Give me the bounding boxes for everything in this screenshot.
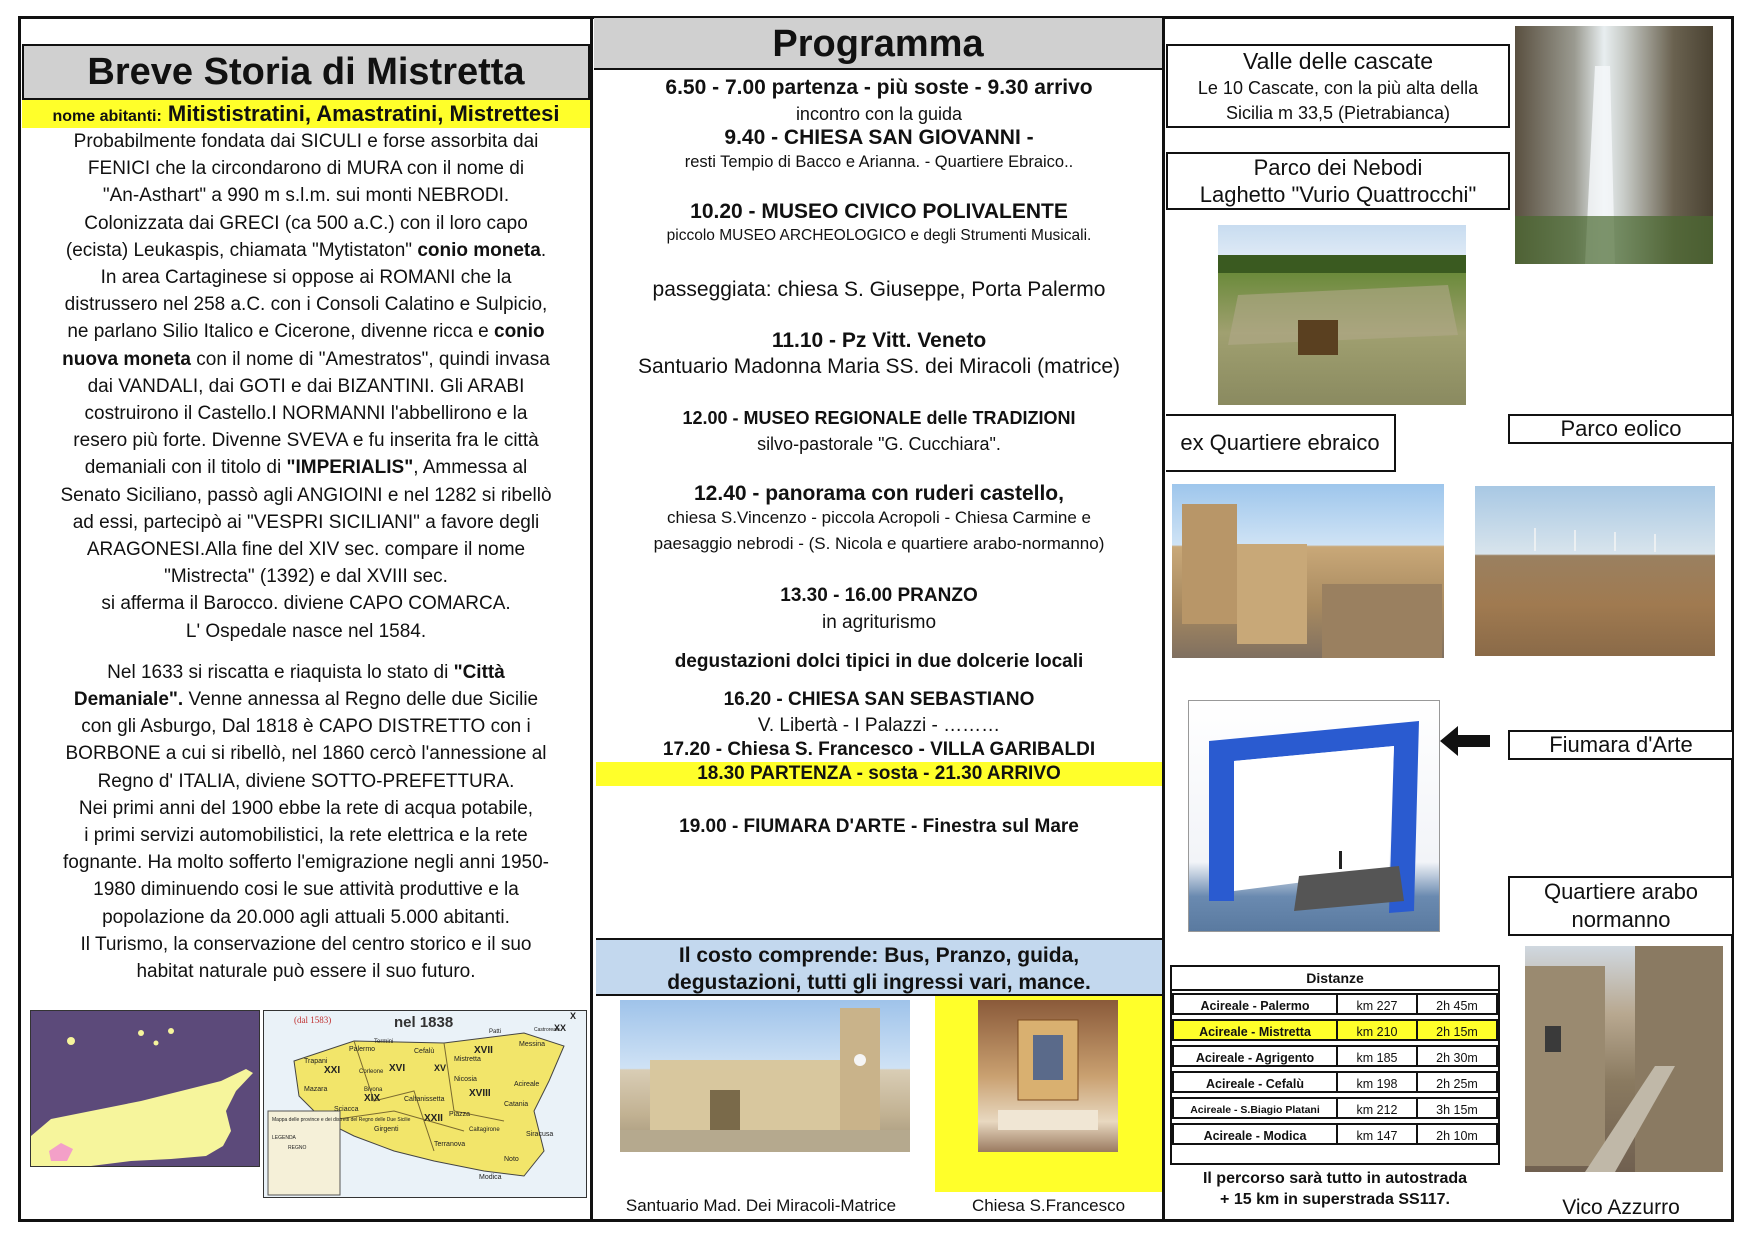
distance-row <box>1172 1043 1498 1069</box>
map-numeral: XV <box>434 1063 447 1073</box>
ebraico-label: ex Quartiere ebraico <box>1166 414 1396 472</box>
program-item: 12.00 - MUSEO REGIONALE delle TRADIZIONI <box>682 408 1076 428</box>
map-place-caltanissetta: Caltanissetta <box>404 1096 445 1103</box>
arrow-shape <box>1440 726 1490 756</box>
paragraph-gap <box>22 645 590 659</box>
distance-route: Acireale - Agrigento <box>1172 1045 1338 1067</box>
program-item: incontro con la guida <box>795 104 963 124</box>
history-line: si afferma il Barocco. diviene CAPO COMARCA. <box>101 593 511 615</box>
laghetto-svg <box>1218 225 1466 405</box>
history-line: fognante. Ha molto sofferto l'emigrazione negli anni 1950- <box>63 852 549 874</box>
history-line: "An-Asthart" a 990 m s.l.m. sui monti NEBRODI. <box>102 185 510 207</box>
arabo-line-2: normanno <box>1571 907 1671 932</box>
window <box>1545 1026 1561 1052</box>
human-figure <box>1339 851 1342 869</box>
map-numeral: X <box>570 1011 577 1021</box>
program-item: 6.50 - 7.00 partenza - più soste - 9.30 arrivo <box>665 76 1093 99</box>
history-line: ad essi, partecipò ai "VESPRI SICILIANI" a favore degli <box>72 511 540 533</box>
route-note-1: Il percorso sarà tutto in autostrada <box>1202 1170 1468 1187</box>
stone-house <box>1635 946 1723 1172</box>
map-place-terranova: Terranova <box>434 1141 466 1148</box>
history-line: resero più forte. Divenne SVEVA e fu inserita fra le città <box>73 430 539 452</box>
distance-row <box>1172 1095 1498 1121</box>
vegetation <box>1515 216 1713 264</box>
old-building <box>1237 544 1307 644</box>
history-line: FENICI che la circondarono di MURA con il nome di <box>87 158 525 180</box>
history-line: demaniali con il titolo di "IMPERIALIS", Ammessa al <box>84 457 528 479</box>
history-line: Senato Siciliano, passò agli ANGIOINI e nel 1282 si ribellò <box>60 484 552 506</box>
map-place-messina: Messina <box>519 1041 546 1048</box>
history-line: Il Turismo, la conservazione del centro storico e il suo <box>80 933 532 955</box>
laghetto-photo <box>1218 225 1466 405</box>
program-item: Santuario Madonna Maria SS. dei Miracoli (matrice) <box>637 355 1121 378</box>
distance-route: Acireale - Cefalù <box>1172 1071 1338 1093</box>
map-numeral: XVIII <box>469 1088 491 1099</box>
map-place-nicosia: Nicosia <box>454 1076 477 1083</box>
chiesa-francesco-photo <box>978 1000 1118 1152</box>
cost-line-1: Il costo comprende: Bus, Pranzo, guida, <box>678 944 1080 967</box>
map-1838-svg <box>264 1011 586 1197</box>
distance-route: Acireale - Modica <box>1172 1123 1338 1145</box>
cascate-box <box>1166 44 1510 128</box>
map-numeral: XIX <box>364 1093 381 1104</box>
route-note <box>1166 1168 1504 1210</box>
distance-row <box>1172 991 1498 1017</box>
history-line: habitat naturale può essere il suo futuro. <box>136 961 476 983</box>
map-place-siracusa: Siracusa <box>526 1131 554 1138</box>
vico-azzurro-svg <box>1525 946 1723 1172</box>
tower-clock <box>854 1054 866 1066</box>
program-item: V. Libertà - I Palazzi - ……… <box>757 715 1001 736</box>
program-item: 9.40 - CHIESA SAN GIOVANNI - <box>724 126 1034 149</box>
distance-km: km 198 <box>1338 1071 1418 1093</box>
history-line: ARAGONESI.Alla fine del XIV sec. compare il nome <box>86 539 526 561</box>
inhabitants-label: nome abitanti: <box>52 108 162 125</box>
history-line: Probabilmente fondata dai SICULI e forse assorbita dai <box>73 131 539 152</box>
distance-rows <box>1172 991 1498 1147</box>
map-place-castroreale: Castroreale <box>534 1027 560 1033</box>
map-place-catania: Catania <box>504 1101 529 1108</box>
parco-eolico-photo <box>1475 486 1715 656</box>
map-numeral: XVII <box>474 1045 493 1056</box>
map-place-palermo: Palermo <box>349 1046 376 1053</box>
dry-lake <box>1228 285 1458 345</box>
map-place-acireale: Acireale <box>514 1081 540 1088</box>
history-line: (ecista) Leukaspis, chiamata "Mytistaton" conio moneta. <box>65 239 547 261</box>
sicily-locator-map <box>30 1010 260 1167</box>
wooden-hut <box>1298 320 1338 355</box>
map-1838 <box>263 1010 587 1198</box>
chiesa-francesco-svg <box>978 1000 1118 1152</box>
sicily-locator-svg <box>31 1011 259 1166</box>
history-line: nuova moneta con il nome di "Amestratos", quindi invasa <box>62 348 550 370</box>
history-line: dai VANDALI, dai GOTI e dai BIZANTINI. Gli ARABI <box>87 375 525 397</box>
column-divider-left <box>590 16 593 1222</box>
distance-time: 2h 30m <box>1418 1045 1498 1067</box>
map-place-piazza: Piazza <box>449 1111 471 1118</box>
altar-painting <box>1033 1035 1063 1080</box>
distance-route: Acireale - Palermo <box>1172 993 1338 1015</box>
rooftops <box>1322 584 1442 658</box>
caption-chiesa: Chiesa S.Francesco <box>971 1196 1126 1215</box>
piazza <box>620 1130 910 1152</box>
arrow-left-icon <box>1440 726 1490 756</box>
program-item: degustazioni dolci tipici in due dolcerie locali <box>674 651 1084 672</box>
distance-km: km 227 <box>1338 993 1418 1015</box>
island-dot <box>154 1041 159 1046</box>
caption-vico: Vico Azzurro <box>1562 1196 1680 1219</box>
history-line: Regno d' ITALIA, diviene SOTTO-PREFETTURA. <box>97 770 515 792</box>
program-item: passeggiata: chiesa S. Giuseppe, Porta Palermo <box>652 278 1106 301</box>
distance-table <box>1170 965 1500 1165</box>
history-line: L' Ospedale nasce nel 1584. <box>185 620 427 642</box>
map-place-modica: Modica <box>479 1174 502 1181</box>
program-item: piccolo MUSEO ARCHEOLOGICO e degli Strumenti Musicali. <box>666 227 1092 244</box>
distance-time: 2h 15m <box>1418 1019 1498 1041</box>
nebrodi-line-1: Parco dei Nebodi <box>1253 155 1423 180</box>
program-item: 12.40 - panorama con ruderi castello, <box>694 482 1064 505</box>
distance-km: km 210 <box>1338 1019 1418 1041</box>
history-line: costruirono il Castello.I NORMANNI l'abbellirono e la <box>84 403 528 425</box>
cost-box <box>596 938 1162 996</box>
program-item: paesaggio nebrodi - (S. Nicola e quartiere arabo-normanno) <box>653 534 1105 553</box>
map-place-caltagirone: Caltagirone <box>469 1127 500 1133</box>
program-item: resti Tempio di Bacco e Arianna. - Quartiere Ebraico.. <box>684 153 1074 171</box>
santuario-photo-svg <box>620 1000 910 1152</box>
map-place-cefalu: Cefalù <box>414 1048 435 1055</box>
arrow-left-svg <box>1440 726 1490 756</box>
history-line: Nei primi anni del 1900 ebbe la rete di acqua potabile, <box>78 797 534 819</box>
waterfall-svg <box>1515 26 1713 264</box>
island-dot <box>138 1030 144 1036</box>
program-item: 11.10 - Pz Vitt. Veneto <box>771 329 987 352</box>
island-dot <box>67 1037 75 1045</box>
program-title: Programma <box>594 18 1162 70</box>
map-year: nel 1838 <box>394 1014 454 1031</box>
arabo-line-1: Quartiere arabo <box>1543 879 1699 904</box>
history-line: ne parlano Silio Italico e Cicerone, divenne ricca e conio <box>67 321 545 343</box>
history-line: con gli Asburgo, Dal 1818 è CAPO DISTRETTO con i <box>81 716 531 738</box>
distance-time: 3h 15m <box>1418 1097 1498 1119</box>
history-title: Breve Storia di Mistretta <box>22 44 590 100</box>
program-item: 17.20 - Chiesa S. Francesco - VILLA GARIBALDI <box>662 739 1096 760</box>
map-place-bivona: Bivona <box>364 1087 383 1093</box>
history-line: distrussero nel 258 a.C. con i Consoli Calatino e Sulpicio, <box>64 294 548 316</box>
fiumara-photo <box>1188 700 1440 932</box>
map-place-mistretta: Mistretta <box>454 1056 481 1063</box>
inhabitants-banner <box>22 100 590 128</box>
map-place-corleone: Corleone <box>359 1069 384 1075</box>
inhabitants-value: Mitististratini, Amastratini, Mistrettesi <box>167 101 560 126</box>
distance-row <box>1172 1121 1498 1147</box>
history-line: Nel 1633 si riscatta e riaquista lo stato di "Città <box>107 661 505 683</box>
map-numeral: XXI <box>324 1065 341 1076</box>
history-line: popolazione da 20.000 agli attuali 5.000 abitanti. <box>102 906 510 928</box>
cascate-desc-2: Sicilia m 33,5 (Pietrabianca) <box>1225 103 1451 123</box>
map-numeral: XXII <box>424 1113 443 1124</box>
tree-line <box>1218 255 1466 273</box>
nebrodi-line-2: Laghetto "Vurio Quattrocchi" <box>1199 182 1477 207</box>
map-place-girgenti: Girgenti <box>374 1126 399 1133</box>
distance-row <box>1172 1017 1498 1043</box>
map-numeral: XVI <box>389 1063 406 1074</box>
fiumara-label: Fiumara d'Arte <box>1508 730 1734 760</box>
program-item: 10.20 - MUSEO CIVICO POLIVALENTE <box>690 200 1068 223</box>
map-place-sciacca: Sciacca <box>334 1106 359 1113</box>
cost-line-2: degustazioni, tutti gli ingressi vari, mance. <box>667 971 1091 994</box>
history-text <box>22 128 590 985</box>
history-line: Colonizzata dai GRECI (ca 500 a.C.) con il loro capo <box>84 212 528 234</box>
distance-time: 2h 25m <box>1418 1071 1498 1093</box>
altar-table <box>998 1110 1098 1130</box>
distance-route: Acireale - Mistretta <box>1172 1019 1338 1041</box>
caption-santuario: Santuario Mad. Dei Miracoli-Matrice <box>625 1196 897 1215</box>
distance-row <box>1172 1069 1498 1095</box>
cascate-title: Valle delle cascate <box>1242 48 1434 74</box>
vico-azzurro-photo <box>1525 946 1723 1172</box>
route-note-2: + 15 km in superstrada SS117. <box>1220 1191 1450 1208</box>
program-item: 13.30 - 16.00 PRANZO <box>780 585 978 606</box>
distance-table-title: Distanze <box>1172 967 1498 991</box>
cascate-desc-1: Le 10 Cascate, con la più alta della <box>1197 78 1479 98</box>
island-dot <box>168 1028 174 1034</box>
distance-time: 2h 10m <box>1418 1123 1498 1145</box>
history-line: "Mistrecta" (1392) e dal XVIII sec. <box>164 566 448 588</box>
church-tower <box>1182 504 1237 624</box>
map-place-patti: Patti <box>489 1029 502 1035</box>
map-legend-title: LEGENDA <box>272 1135 296 1141</box>
distance-km: km 185 <box>1338 1045 1418 1067</box>
distance-km: km 147 <box>1338 1123 1418 1145</box>
map-numeral: XX <box>554 1023 567 1033</box>
distance-km: km 212 <box>1338 1097 1418 1119</box>
history-line: 1980 diminuendo cosi le sue attività produttive e la <box>93 879 519 901</box>
program-item: silvo-pastorale "G. Cucchiara". <box>757 434 1001 454</box>
history-line: Demaniale". Venne annessa al Regno delle due Sicilie <box>73 689 539 711</box>
history-line: In area Cartaginese si oppose ai ROMANI che la <box>100 267 512 289</box>
program-item: 19.00 - FIUMARA D'ARTE - Finestra sul Mare <box>679 816 1079 837</box>
quartiere-ebraico-photo <box>1172 484 1444 658</box>
map-legend-item: REGNO <box>288 1145 307 1151</box>
history-line: i primi servizi automobilistici, la rete elettrica e la rete <box>84 825 528 847</box>
map-place-noto: Noto <box>504 1156 519 1163</box>
waterfall-photo <box>1515 26 1713 264</box>
history-line: BORBONE a cui si ribellò, nel 1860 cercò l'annessione al <box>65 743 547 765</box>
map-place-mazara: Mazara <box>304 1086 328 1093</box>
eolico-label: Parco eolico <box>1508 414 1734 444</box>
program-item: 18.30 PARTENZA - sosta - 21.30 ARRIVO <box>596 762 1162 786</box>
nebrodi-box <box>1166 152 1510 210</box>
program-item: in agriturismo <box>821 612 937 633</box>
distance-route: Acireale - S.Biagio Platani <box>1172 1097 1338 1119</box>
stone-house <box>1525 966 1605 1166</box>
map-legend-text: Mappa delle province e dei distretti del Regno delle Due Sicilie <box>272 1117 411 1123</box>
fiumara-svg <box>1189 701 1439 931</box>
quartiere-ebraico-svg <box>1172 484 1444 658</box>
map-place-trapani: Trapani <box>304 1058 328 1065</box>
map-date: (dal 1583) <box>294 1015 332 1025</box>
program-item: chiesa S.Vincenzo - piccola Acropoli - Chiesa Carmine e <box>667 508 1091 527</box>
column-divider-right <box>1162 16 1165 1222</box>
distance-time: 2h 45m <box>1418 993 1498 1015</box>
program-item: 16.20 - CHIESA SAN SEBASTIANO <box>723 689 1035 710</box>
map-place-termini: Termini <box>374 1039 394 1045</box>
santuario-photo <box>620 1000 910 1152</box>
map-legend-box <box>268 1111 340 1195</box>
parco-eolico-svg <box>1475 486 1715 656</box>
arabo-box <box>1508 876 1734 936</box>
